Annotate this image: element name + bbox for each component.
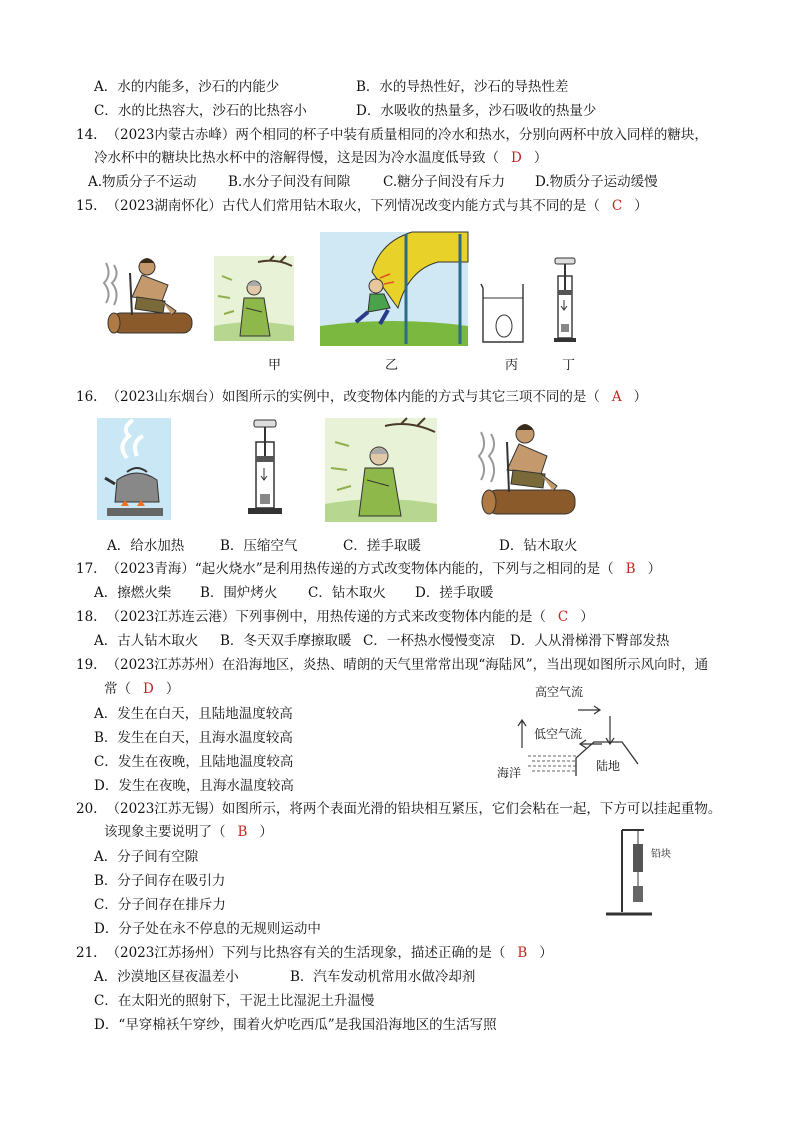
q19-option-b: B．发生在白天，且海水温度较高 — [94, 730, 293, 746]
q16-option-c: C．搓手取暖 — [343, 538, 421, 554]
q15-label-jia: 甲 — [268, 358, 282, 373]
q16-stem-text: （2023山东烟台）如图所示的实例中，改变物体内能的方式与其它三项不同的是（ — [106, 389, 600, 405]
q16-compress-air-figure — [244, 420, 286, 520]
q15-label-ding: 丁 — [562, 358, 576, 373]
q15-answer: C — [611, 198, 623, 214]
q15-label-yi: 乙 — [385, 358, 399, 373]
q20-option-c: C．分子间存在排斥力 — [94, 897, 226, 913]
q14-number: 14. — [76, 127, 98, 143]
q20-stem-text2: 该现象主要说明了（ — [104, 824, 226, 840]
q21-stem-text: （2023江苏扬州）下列与比热容有关的生活现象，描述正确的是（ — [106, 945, 506, 961]
q16-close-paren: ） — [633, 389, 648, 405]
q13-option-d: D．水吸收的热量多，沙石吸收的热量少 — [356, 103, 597, 119]
q13-option-c: C．水的比热容大，沙石的比热容小 — [94, 103, 307, 119]
q14-stem-text2: 冷水杯中的糖块比热水杯中的溶解得慢，这是因为冷水温度低导致（ — [94, 150, 499, 166]
q18-close-paren: ） — [580, 609, 594, 625]
q14-option-a: A.物质分子不运动 — [88, 174, 197, 190]
q21-option-a: A．沙漠地区昼夜温差小 — [94, 969, 239, 985]
q17-option-c: C．钻木取火 — [308, 585, 386, 601]
q16-number: 16. — [76, 389, 98, 405]
q15-label-bing: 丙 — [505, 358, 519, 373]
q16-rub-hands-figure — [325, 418, 437, 522]
q14-option-d: D.物质分子运动缓慢 — [535, 174, 658, 190]
q14-stem-line1 — [76, 129, 708, 143]
q17-answer: B — [625, 561, 636, 577]
q15-stem — [76, 200, 648, 214]
q19-label-high-airflow: 高空气流 — [535, 685, 584, 699]
q18-option-d: D．人从滑梯滑下臀部发热 — [510, 633, 670, 649]
q15-fire-syringe-figure — [552, 258, 578, 344]
q16-kettle-figure — [97, 418, 171, 520]
q20-option-d: D．分子处在永不停息的无规则运动中 — [94, 921, 321, 937]
q14-answer: D — [511, 150, 522, 166]
q19-label-low-airflow: 低空气流 — [534, 727, 583, 741]
q18-stem-text: （2023江苏连云港）下列事例中，用热传递的方式来改变物体内能的是（ — [106, 609, 546, 625]
q15-rub-hands-figure — [214, 256, 294, 341]
q17-option-a: A．擦燃火柴 — [94, 585, 172, 601]
q19-answer: D — [143, 681, 154, 697]
q20-option-a: A．分子间有空隙 — [94, 849, 199, 865]
q15-stem-text: （2023湖南怀化）古代人们常用钻木取火，下列情况改变内能方式与其不同的是（ — [106, 198, 600, 214]
q19-wind-diagram — [510, 700, 645, 782]
q16-option-d: D．钻木取火 — [499, 538, 578, 554]
q19-close-paren: ） — [165, 681, 180, 697]
q20-answer: B — [237, 824, 248, 840]
q15-close-paren: ） — [634, 198, 648, 214]
q21-option-c: C．在太阳光的照射下，干泥土比湿泥土升温慢 — [94, 993, 375, 1009]
q18-number: 18. — [76, 609, 98, 625]
q14-close-paren: ） — [533, 150, 548, 166]
q17-stem — [76, 563, 661, 577]
q13-option-a: A．水的内能多，沙石的内能少 — [94, 79, 280, 95]
q20-option-b: B．分子间存在吸引力 — [94, 873, 226, 889]
q19-stem-text: （2023江苏苏州）在沿海地区，炎热、晴朗的天气里常常出现“海陆风”，当出现如图所示风向时，通 — [106, 657, 709, 673]
q20-lead-block-figure — [600, 826, 660, 918]
q18-answer: C — [557, 609, 569, 625]
q19-label-land: 陆地 — [596, 759, 621, 773]
q17-option-d: D．搓手取暖 — [415, 585, 494, 601]
q19-option-c: C．发生在夜晚，且陆地温度较高 — [94, 754, 294, 770]
q19-stem-line1 — [76, 659, 708, 673]
q13-option-b: B．水的导热性好，沙石的导热性差 — [356, 79, 569, 95]
q16-drill-fire-figure — [465, 418, 583, 522]
q21-number: 21. — [76, 945, 98, 961]
q19-stem-line2 — [104, 683, 179, 697]
q14-option-b: B.水分子间没有间隙 — [228, 174, 351, 190]
q17-number: 17. — [76, 561, 98, 577]
q19-label-sea: 海洋 — [497, 766, 522, 780]
q19-number: 19. — [76, 657, 98, 673]
q21-close-paren: ） — [539, 945, 553, 961]
q21-stem — [76, 947, 553, 961]
q18-stem — [76, 611, 594, 625]
q18-option-b: B．冬天双手摩擦取暖 — [220, 633, 352, 649]
q16-answer: A — [611, 389, 622, 405]
q15-drill-fire-figure — [92, 253, 202, 343]
q21-answer: B — [517, 945, 528, 961]
q19-option-a: A．发生在白天，且陆地温度较高 — [94, 706, 293, 722]
q17-stem-text: （2023青海）“起火烧水”是利用热传递的方式改变物体内能的，下列与之相同的是（ — [106, 561, 614, 577]
q20-number: 20. — [76, 801, 98, 817]
q15-slide-figure — [320, 232, 468, 346]
q20-close-paren: ） — [259, 824, 273, 840]
q19-stem-text2: 常（ — [104, 681, 131, 697]
q18-option-c: C．一杯热水慢慢变凉 — [363, 633, 495, 649]
q16-option-a: A．给水加热 — [107, 538, 185, 554]
q14-option-c: C.糖分子间没有斥力 — [383, 174, 506, 190]
q17-option-b: B．围炉烤火 — [200, 585, 278, 601]
q20-stem-line2 — [104, 826, 273, 840]
q15-beaker-figure — [479, 282, 527, 344]
q16-option-b: B．压缩空气 — [220, 538, 298, 554]
q20-stem-text: （2023江苏无锡）如图所示，将两个表面光滑的铅块相互紧压，它们会粘在一起，下方可以挂起重物。 — [106, 801, 722, 817]
q19-option-d: D．发生在夜晚，且海水温度较高 — [94, 778, 294, 794]
q15-number: 15. — [76, 198, 98, 214]
q21-option-d: D．“早穿棉袄午穿纱，围着火炉吃西瓜”是我国沿海地区的生活写照 — [94, 1017, 497, 1033]
q18-option-a: A．古人钻木取火 — [94, 633, 199, 649]
q20-stem-line1 — [76, 803, 721, 817]
q14-stem-line2 — [94, 152, 547, 166]
q20-label-lead-block: 铅块 — [651, 849, 671, 860]
q16-stem — [76, 391, 647, 405]
q17-close-paren: ） — [647, 561, 662, 577]
q14-stem-text: （2023内蒙古赤峰）两个相同的杯子中装有质量相同的冷水和热水，分别向两杯中放入同样的糖块， — [106, 127, 708, 143]
q21-option-b: B．汽车发动机常用水做冷却剂 — [290, 969, 476, 985]
